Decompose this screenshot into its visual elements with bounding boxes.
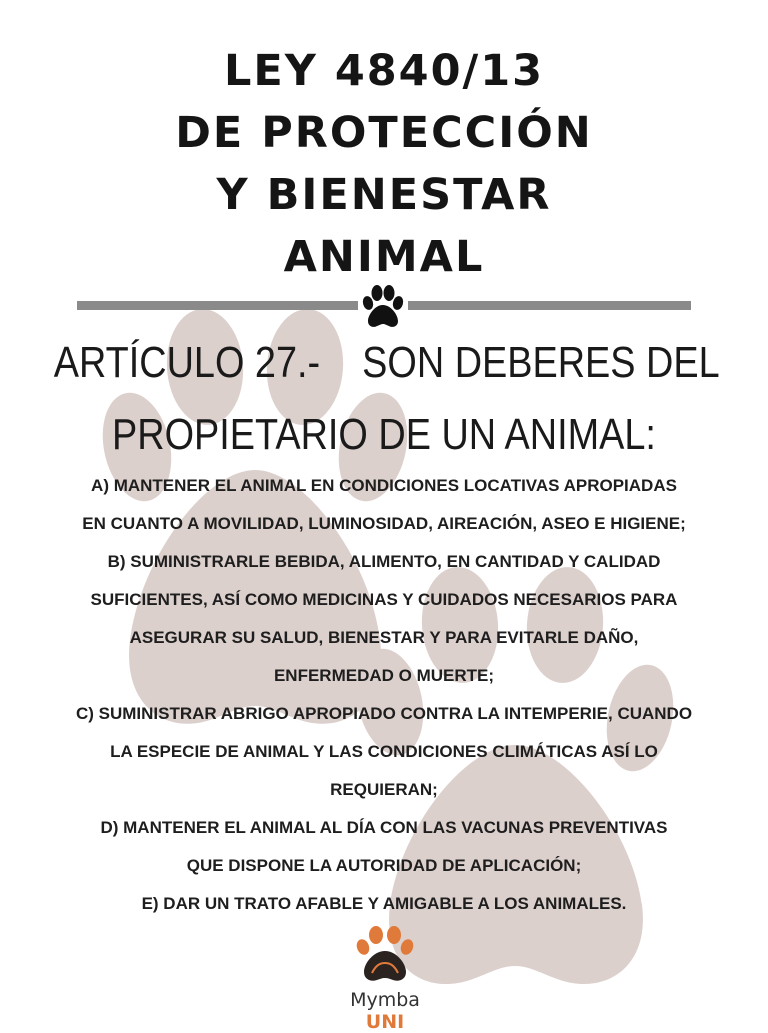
paw-logo-icon — [352, 925, 418, 983]
paw-icon — [358, 283, 408, 331]
duties-list — [0, 467, 768, 923]
title-line: Y BIENESTAR — [216, 170, 552, 220]
duty-line: REQUIERAN; — [330, 780, 438, 799]
article-heading-line — [53, 333, 720, 393]
article-heading — [53, 333, 720, 465]
article-intro-line: PROPIETARIO DE UN ANIMAL: — [112, 410, 656, 459]
duty-line: B) SUMINISTRARLE BEBIDA, ALIMENTO, EN CANTIDAD Y CALIDAD — [107, 552, 661, 571]
title-line: DE PROTECCIÓN — [175, 108, 593, 158]
brand-logo — [330, 925, 440, 1033]
duty-line: EN CUANTO A MOVILIDAD, LUMINOSIDAD, AIREACIÓN, ASEO E HIGIENE; — [82, 514, 686, 533]
duty-line: SUFICIENTES, ASÍ COMO MEDICINAS Y CUIDADOS NECESARIOS PARA — [90, 590, 678, 609]
duty-line: A) MANTENER EL ANIMAL EN CONDICIONES LOCATIVAS APROPIADAS — [91, 476, 677, 495]
duty-line: QUE DISPONE LA AUTORIDAD DE APLICACIÓN; — [186, 856, 582, 875]
brand-name — [330, 989, 440, 1033]
duty-line: E) DAR UN TRATO AFABLE Y AMIGABLE A LOS ANIMALES. — [141, 894, 627, 913]
duty-line: D) MANTENER EL ANIMAL AL DÍA CON LAS VACUNAS PREVENTIVAS — [100, 818, 668, 837]
article-number: ARTÍCULO 27.- — [53, 338, 321, 387]
divider-paw — [358, 283, 408, 331]
duty-line: LA ESPECIE DE ANIMAL Y LAS CONDICIONES CLIMÁTICAS ASÍ LO — [110, 742, 658, 761]
brand-name-main: Mymba — [350, 989, 420, 1011]
title-line: LEY 4840/13 — [223, 46, 545, 96]
duty-line: C) SUMINISTRAR ABRIGO APROPIADO CONTRA LA INTEMPERIE, CUANDO — [75, 704, 693, 723]
article-intro: SON DEBERES DEL — [362, 338, 720, 387]
title-line: ANIMAL — [283, 232, 485, 282]
duty-line: ENFERMEDAD O MUERTE; — [273, 666, 495, 685]
duty-line: ASEGURAR SU SALUD, BIENESTAR Y PARA EVITARLE DAÑO, — [129, 628, 639, 647]
brand-name-suffix: UNI — [365, 1011, 405, 1033]
page-title — [0, 40, 768, 288]
